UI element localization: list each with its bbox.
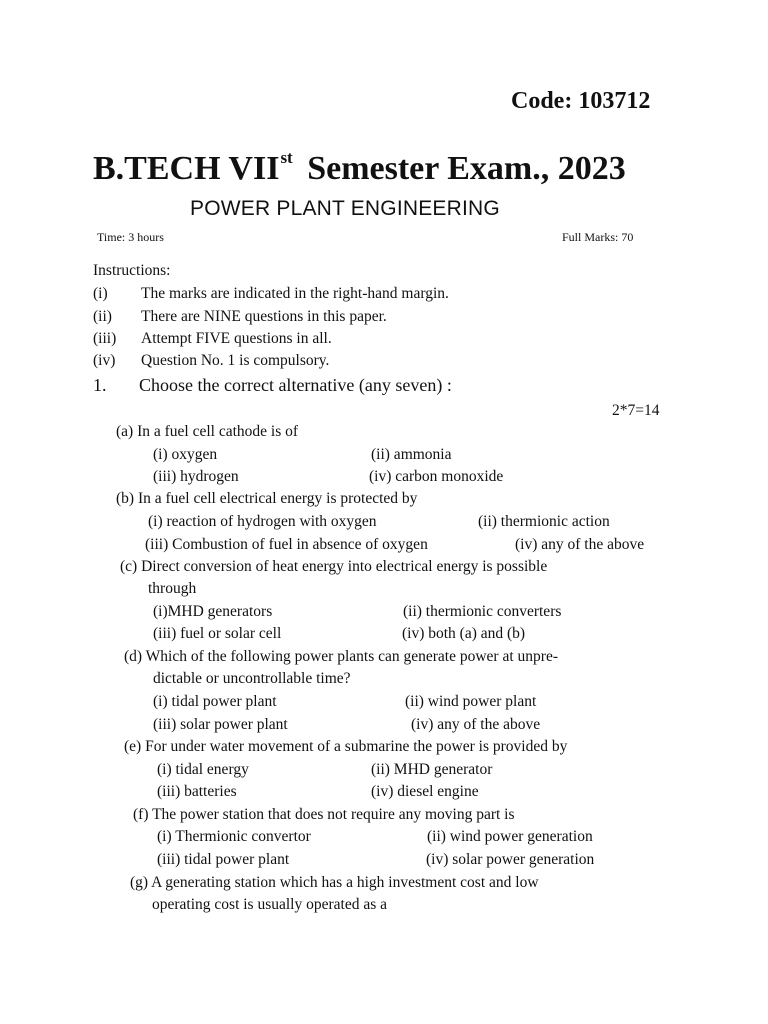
part-stem: (d) Which of the following power plants can generate power at unpre- (124, 648, 558, 665)
instruction-item: (iv) Question No. 1 is compulsory. (93, 352, 330, 369)
part-stem: (a) In a fuel cell cathode is of (116, 423, 299, 440)
option: (ii) ammonia (371, 446, 452, 463)
option: (iii) batteries (157, 783, 237, 800)
option: (ii) MHD generator (371, 761, 493, 778)
option: (ii) thermionic action (478, 513, 610, 530)
part-stem: (g) A generating station which has a high investment cost and low (130, 874, 539, 891)
instruction-item: (iii) Attempt FIVE questions in all. (93, 330, 332, 347)
option: (i) oxygen (153, 446, 218, 463)
part-stem: (f) The power station that does not require any moving part is (133, 806, 515, 823)
option: (ii) wind power plant (405, 693, 537, 710)
option: (iv) any of the above (411, 716, 541, 733)
part-stem: dictable or uncontrollable time? (153, 670, 351, 687)
part-stem: through (148, 580, 197, 597)
option: (iii) solar power plant (153, 716, 288, 733)
option: (iii) hydrogen (153, 468, 239, 485)
option: (iv) any of the above (515, 536, 645, 553)
option: (iv) both (a) and (b) (402, 625, 526, 642)
part-stem: operating cost is usually operated as a (152, 896, 388, 913)
option: (i) tidal power plant (153, 693, 277, 710)
option: (i) Thermionic convertor (157, 828, 311, 845)
option: (iv) solar power generation (426, 851, 595, 868)
option: (iv) carbon monoxide (369, 468, 504, 485)
option: (iii) Combustion of fuel in absence of oxygen (145, 536, 428, 553)
exam-code: Code: 103712 (511, 88, 651, 114)
option: (ii) wind power generation (427, 828, 593, 845)
part-stem: (e) For under water movement of a submarine the power is provided by (124, 738, 568, 755)
question-number: 1. (93, 375, 107, 395)
exam-time: Time: 3 hours (97, 230, 164, 244)
option: (i) reaction of hydrogen with oxygen (148, 513, 377, 530)
option: (ii) thermionic converters (403, 603, 562, 620)
option: (iii) fuel or solar cell (153, 625, 282, 642)
question-text: Choose the correct alternative (any seven) : (139, 375, 452, 395)
full-marks: Full Marks: 70 (562, 230, 634, 244)
part-stem: (b) In a fuel cell electrical energy is protected by (116, 490, 418, 507)
option: (iii) tidal power plant (157, 851, 290, 868)
instruction-item: (ii) There are NINE questions in this paper. (93, 308, 387, 325)
subject-title: POWER PLANT ENGINEERING (190, 197, 500, 220)
option: (i) tidal energy (157, 761, 249, 778)
exam-title: B.TECH VIIst Semester Exam., 2023 (93, 148, 626, 187)
question-marks: 2*7=14 (612, 402, 660, 419)
option: (i)MHD generators (153, 603, 273, 620)
instructions-heading: Instructions: (93, 262, 171, 279)
instruction-item: (i) The marks are indicated in the right-hand margin. (93, 285, 449, 302)
option: (iv) diesel engine (371, 783, 479, 800)
part-stem: (c) Direct conversion of heat energy into electrical energy is possible (120, 558, 548, 575)
